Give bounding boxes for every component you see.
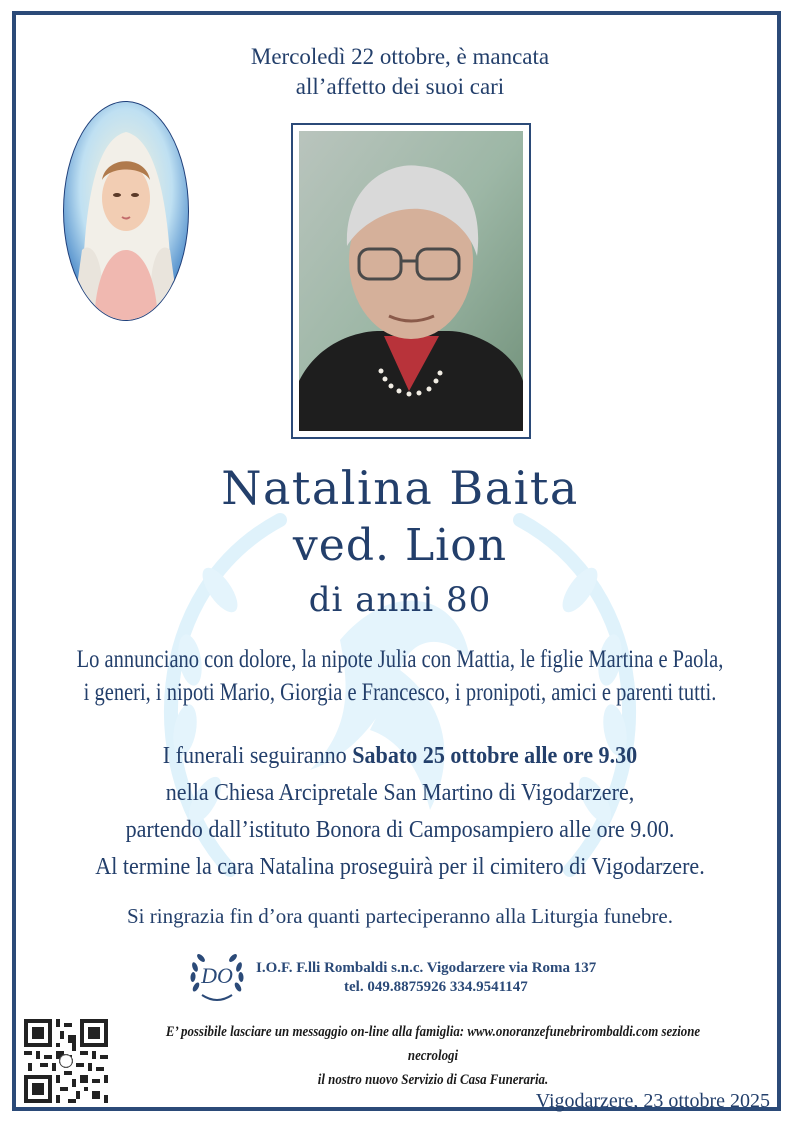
- intro-line-2: all’affetto dei suoi cari: [295, 74, 505, 99]
- portrait-photo: [299, 131, 523, 431]
- agency-address: I.O.F. F.lli Rombaldi s.n.c. Vigodarzere via Roma 137: [256, 960, 597, 976]
- deceased-age: di anni 80: [308, 580, 492, 620]
- funeral-line-2: nella Chiesa Arcipretale San Martino di Vigodarzere,: [165, 780, 635, 806]
- logo-initials: DO: [201, 963, 233, 988]
- funeral-line-1: [32, 738, 768, 775]
- announcement-text: [72, 643, 728, 709]
- funeral-line-1-prefix: I funerali seguiranno: [162, 743, 353, 769]
- funeral-details: [32, 738, 768, 886]
- agency-phone: tel. 049.8875926 334.9541147: [344, 979, 528, 995]
- portrait-frame: [291, 123, 531, 439]
- deceased-name: Natalina Baita: [221, 461, 579, 515]
- qr-code: [24, 1019, 108, 1103]
- online-message-line-2: il nostro nuovo Servizio di Casa Funeraria.: [317, 1072, 549, 1088]
- intro-line-1: Mercoledì 22 ottobre, è mancata: [250, 44, 550, 69]
- online-message-line-1: E’ possibile lasciare un messaggio on-line alla famiglia: www.onoranzefunebrirombaldi.com sezione necrologi: [165, 1024, 701, 1064]
- funeral-line-3: partendo dall’istituto Bonora di Camposampiero alle ore 9.00.: [125, 817, 675, 843]
- madonna-image: [62, 100, 190, 322]
- married-name: ved. Lion: [292, 520, 508, 571]
- announcement-line-1: Lo annunciano con dolore, la nipote Julia con Mattia, le figlie Martina e Paola,: [76, 646, 724, 673]
- intro-text: [0, 42, 800, 102]
- online-message: [162, 1020, 704, 1092]
- agency-info: [256, 959, 596, 997]
- funeral-date-time: Sabato 25 ottobre alle ore 9.30: [352, 743, 638, 769]
- announcement-line-2: i generi, i nipoti Mario, Giorgia e Francesco, i pronipoti, amici e parenti tutti.: [83, 679, 717, 706]
- funeral-line-4: Al termine la cara Natalina proseguirà per il cimitero di Vigodarzere.: [95, 854, 705, 880]
- thanks-text: Si ringrazia fin d’ora quanti parteciperanno alla Liturgia funebre.: [127, 904, 673, 928]
- dateline: Vigodarzere, 23 ottobre 2025: [535, 1090, 770, 1112]
- agency-logo-icon: [188, 947, 246, 1005]
